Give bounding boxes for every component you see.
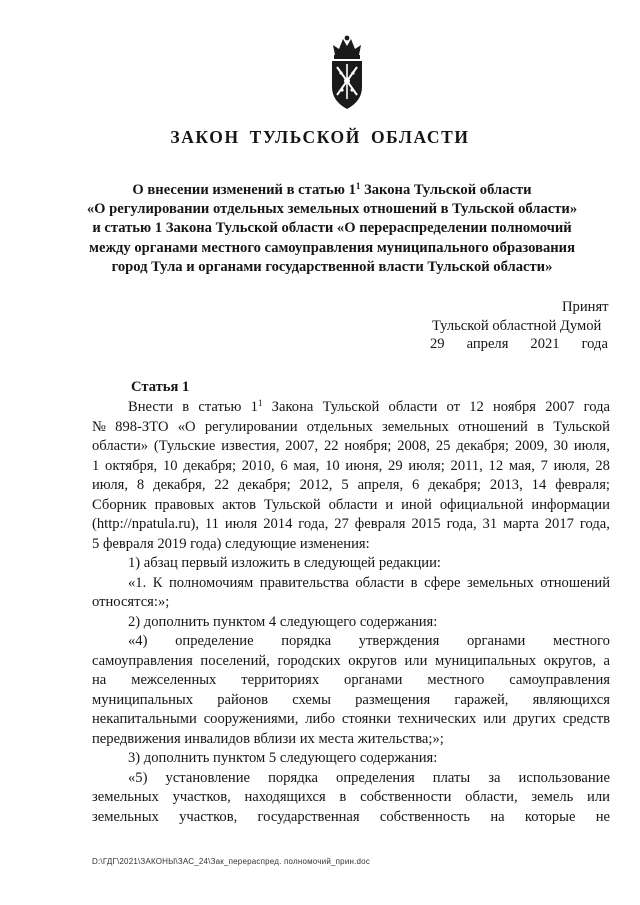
- article-title: Статья 1: [131, 379, 190, 395]
- article-line: июля, 8 декабря, 22 декабря; 2012, 5 апреля, 6 декабря; 2013, 14 февраля;: [92, 477, 610, 493]
- adoption-date: [430, 336, 608, 353]
- article-line: передвижения инвалидов вблизи их места жительства;»;: [92, 730, 444, 747]
- article-line: относятся:»;: [92, 594, 170, 610]
- file-path: D:\ГДГ\2021\ЗАКОНЫ\ЗАС_24\Зак_перераспред. полномочий_прин.doc: [92, 857, 371, 866]
- tula-coat-of-arms-icon: [322, 33, 372, 113]
- law-title: ЗАКОН ТУЛЬСКОЙ ОБЛАСТИ: [170, 127, 470, 147]
- adoption-day: 29: [430, 336, 445, 352]
- subtitle-line: «О регулировании отдельных земельных отношений в Тульской области»: [86, 201, 578, 218]
- article-line: 1) абзац первый изложить в следующей редакции:: [128, 555, 441, 571]
- article-line: «1. К полномочиям правительства области в сфере земельных отношений: [128, 574, 610, 591]
- article-line: Сборник правовых актов Тульской области и иной официальной информации: [92, 496, 610, 513]
- article-line: земельных участков, государственная собственность на которые не: [92, 808, 610, 825]
- article-line: самоуправления поселений, городских округов или муниципальных округов, а: [92, 652, 610, 669]
- subtitle-line: город Тула и органами государственной власти Тульской области»: [111, 258, 553, 275]
- article-line: на межселенных территориях органами местного самоуправления: [92, 672, 610, 688]
- article-line: 2) дополнить пунктом 4 следующего содержания:: [128, 613, 438, 630]
- article-line: 3) дополнить пунктом 5 следующего содержания:: [128, 750, 438, 766]
- subtitle-line: между органами местного самоуправления муниципального образования: [89, 239, 575, 256]
- article-line: Внести в статью $1^1$ Закона Тульской области от 12 ноября 2007 года: [128, 398, 610, 415]
- adopted-by: Тульской областной Думой: [432, 318, 602, 334]
- article-line: 1 октября, 10 декабря; 2010, 6 мая, 10 июня, 29 июля; 2011, 12 мая, 7 июля, 28: [92, 457, 610, 474]
- article-line: некапитальными сооружениями, либо стоянки технических или других средств: [92, 711, 610, 727]
- article-body: [92, 398, 610, 827]
- adoption-year: 2021: [530, 336, 560, 352]
- subtitle-line: О внесении изменений в статью $1^1$ Закона Тульской области: [132, 181, 532, 198]
- subtitle-line: и статью 1 Закона Тульской области «О перераспределении полномочий: [92, 220, 572, 237]
- adoption-month: апреля: [466, 336, 509, 352]
- law-subtitle: [76, 181, 588, 277]
- adopted-label: Принят: [562, 299, 609, 315]
- article-line: № 898-ЗТО «О регулировании отдельных земельных отношений в Тульской: [92, 418, 610, 435]
- article-line: 5 февраля 2019 года) следующие изменения:: [92, 535, 370, 552]
- article-line: «5) установление порядка определения платы за использование: [128, 769, 610, 786]
- adoption-year-word: года: [581, 336, 608, 352]
- article-line: муниципальных районов схемы размещения гаражей, являющихся: [92, 691, 610, 708]
- article-line: (http://npatula.ru), 11 июля 2014 года, 27 февраля 2015 года, 31 марта 2017 года,: [92, 516, 610, 532]
- article-line: «4) определение порядка утверждения органами местного: [128, 633, 610, 649]
- article-line: области» (Тульские известия, 2007, 22 ноября; 2008, 25 декабря; 2009, 30 июля,: [92, 438, 610, 454]
- article-line: земельных участков, находящихся в собственности области, земель или: [92, 789, 610, 805]
